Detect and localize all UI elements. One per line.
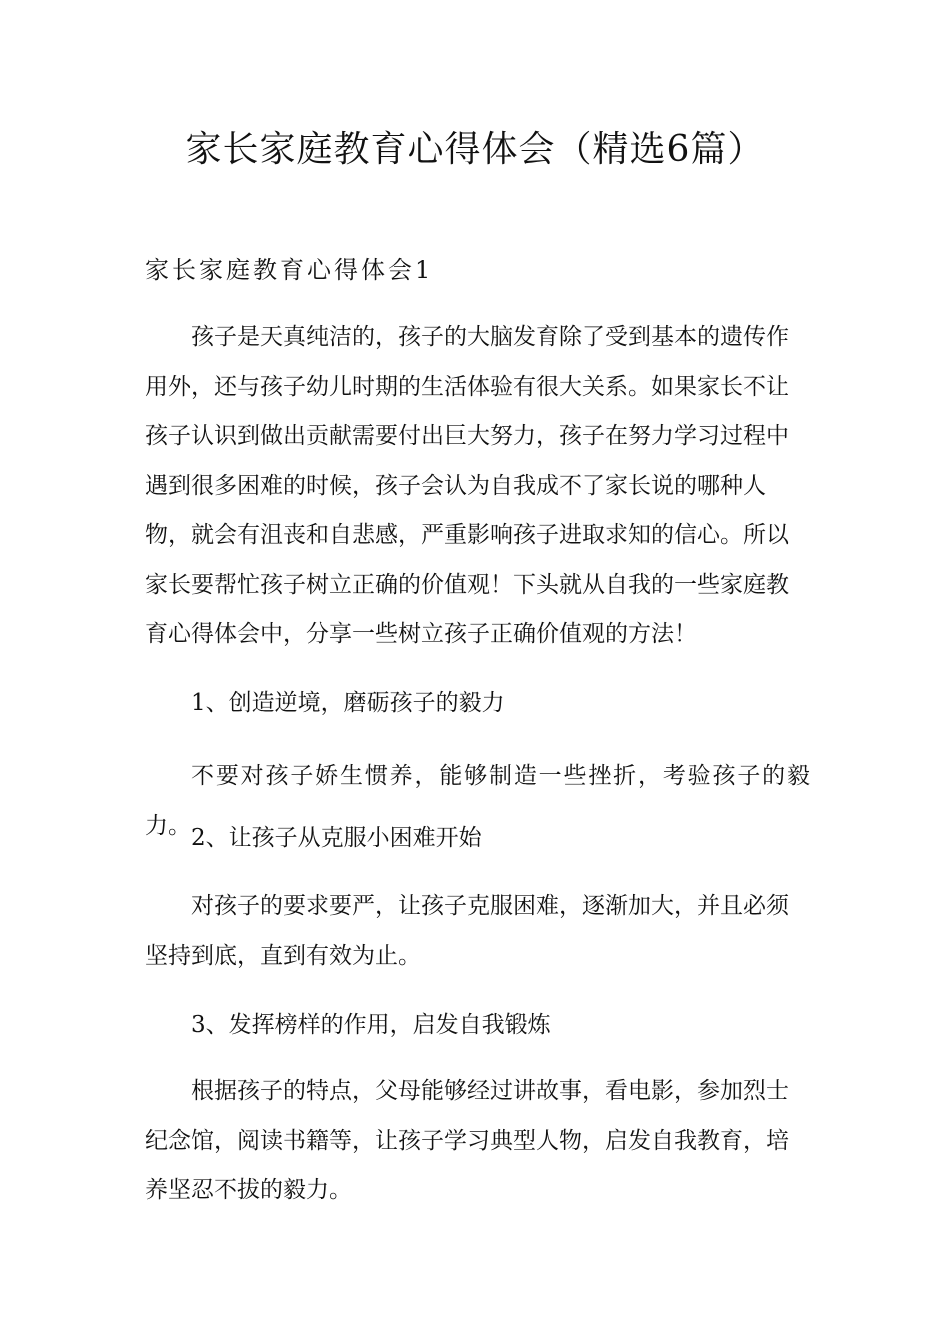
- text-line: 家长要帮忙孩子树立正确的价值观！下头就从自我的一些家庭教: [145, 571, 789, 598]
- text-line: 孩子是天真纯洁的，孩子的大脑发育除了受到基本的遗传作: [191, 324, 789, 350]
- text-line: 纪念馆，阅读书籍等，让孩子学习典型人物，启发自我教育，培: [145, 1127, 789, 1154]
- text-line: 坚持到底，直到有效为止。: [145, 942, 421, 969]
- intro-paragraph: [145, 313, 810, 660]
- item-1-heading: 1、创造逆境，磨砺孩子的毅力: [191, 690, 505, 716]
- text-line: 根据孩子的特点，父母能够经过讲故事，看电影，参加烈士: [191, 1078, 789, 1104]
- text-line: 孩子认识到做出贡献需要付出巨大努力，孩子在努力学习过程中: [145, 423, 789, 449]
- text-line: 用外，还与孩子幼儿时期的生活体验有很大关系。如果家长不让: [145, 373, 789, 400]
- item-3-heading: 3、发挥榜样的作用，启发自我锻炼: [191, 1012, 551, 1038]
- text-line: 育心得体会中，分享一些树立孩子正确价值观的方法！: [145, 621, 697, 647]
- section-heading: 家长家庭教育心得体会1: [145, 256, 434, 284]
- text-line: 对孩子的要求要严，让孩子克服困难，逐渐加大，并且必须: [191, 893, 789, 919]
- item-3-body: [145, 1067, 810, 1216]
- item-2-heading: 2、让孩子从克服小困难开始: [191, 825, 482, 851]
- document-title: 家长家庭教育心得体会（精选6篇）: [185, 129, 765, 170]
- item-1-body: 不要对孩子娇生惯养，能够制造一些挫折，考验孩子的毅力。: [145, 763, 810, 839]
- text-line: 养坚忍不拔的毅力。: [145, 1177, 352, 1203]
- item-2-body: [145, 882, 810, 981]
- text-line: 物，就会有沮丧和自悲感，严重影响孩子进取求知的信心。所以: [145, 522, 789, 548]
- text-line: 遇到很多困难的时候，孩子会认为自我成不了家长说的哪种人: [145, 472, 766, 499]
